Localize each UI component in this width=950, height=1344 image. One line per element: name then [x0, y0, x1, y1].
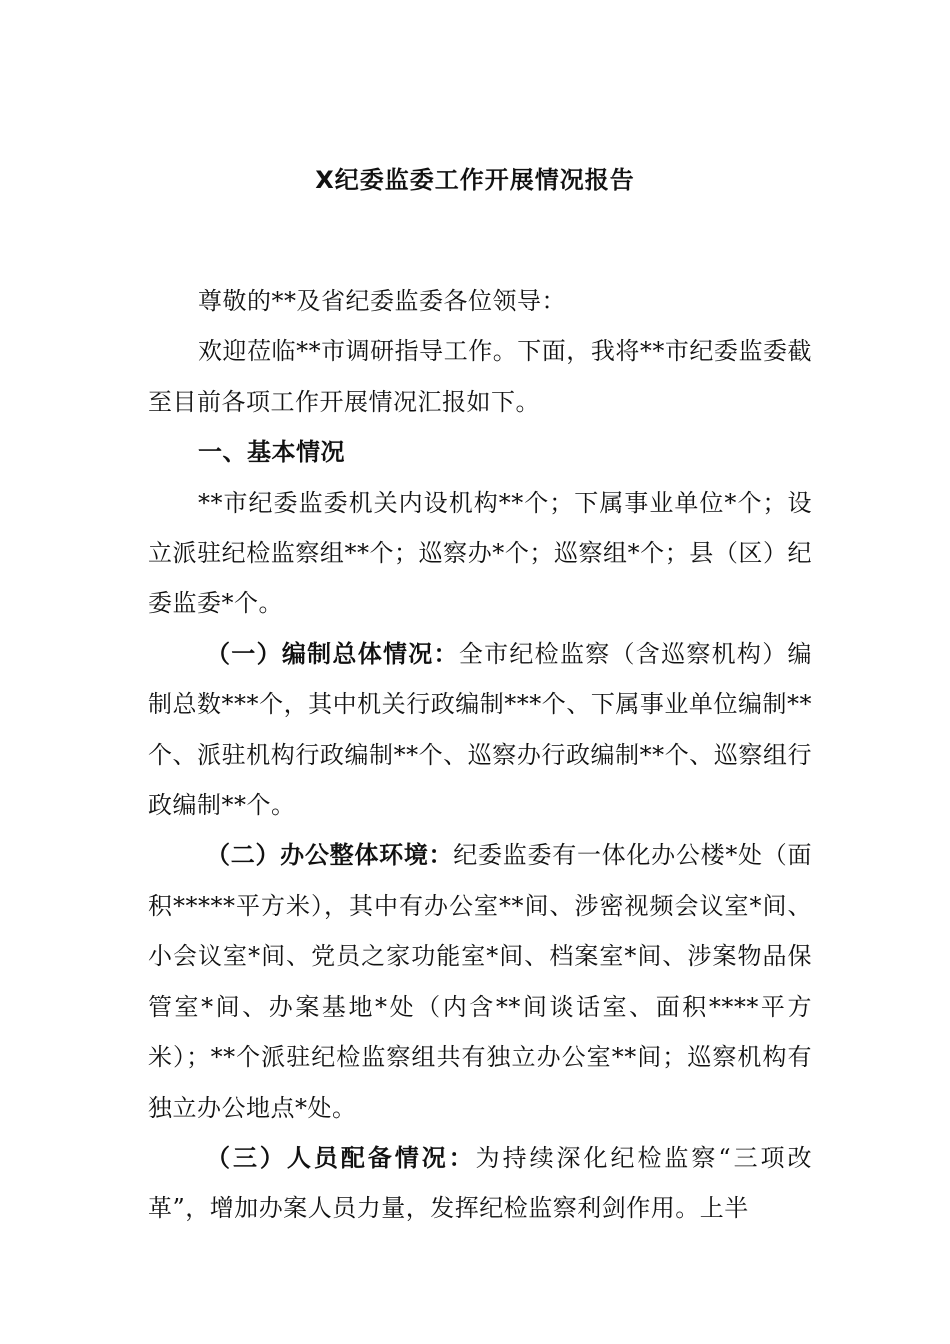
- subheading-personnel: （三）人员配备情况：: [206, 1143, 476, 1172]
- section-heading-basic-info: 一、基本情况: [198, 438, 345, 467]
- document-body: [148, 276, 812, 1234]
- intro-paragraph: 欢迎莅临**市调研指导工作。下面，我将**市纪委监委截至目前各项工作开展情况汇报如下。: [148, 337, 812, 416]
- document-title: X纪委监委工作开展情况报告: [315, 166, 635, 194]
- text-personnel: 为持续深化纪检监察“三项改革”，增加办案人员力量，发挥纪检监察利剑作用。上半: [148, 1143, 812, 1223]
- text-office-environment: 纪委监委有一体化办公楼*处（面积*****平方米），其中有办公室**间、涉密视频会议室*间、小会议室*间、党员之家功能室*间、档案室*间、涉案物品保管室*间、办案基地*处（内含**间谈话室、面积****平方米）；**个派驻纪检监察组共有独立办公室**间；巡察机构有独立办公地点*处。: [148, 841, 813, 1122]
- subheading-office-environment: （二）办公整体环境：: [206, 841, 454, 870]
- paragraph-staffing-quota: [148, 629, 812, 831]
- salutation: 尊敬的**及省纪委监委各位领导：: [198, 287, 566, 315]
- section-paragraph-basic-info: **市纪委监委机关内设机构**个；下属事业单位*个；设立派驻纪检监察组**个；巡察办*个；巡察组*个；县（区）纪委监委*个。: [148, 488, 812, 618]
- paragraph-personnel: [148, 1133, 812, 1234]
- paragraph-office-environment: [148, 830, 812, 1132]
- subheading-staffing-quota: （一）编制总体情况：: [206, 639, 459, 668]
- text-staffing-quota: 全市纪检监察（含巡察机构）编制总数***个，其中机关行政编制***个、下属事业单位编制**个、派驻机构行政编制**个、巡察办行政编制**个、巡察组行政编制**个。: [148, 639, 813, 820]
